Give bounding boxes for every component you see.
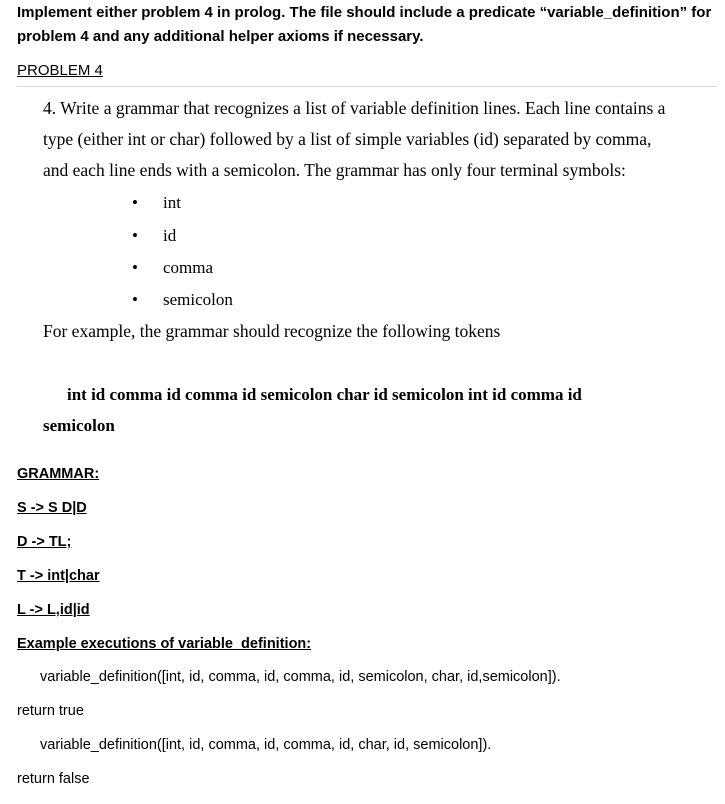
grammar-rule: S -> S D|D — [17, 500, 87, 516]
example-intro: For example, the grammar should recognize the following tokens — [43, 321, 501, 341]
problem-text-line-2: type (either int or char) followed by a list of simple variables (id) separated by comma, — [43, 129, 652, 149]
tokens-line-1: int id comma id comma id semicolon char id semicolon int id comma id — [67, 385, 582, 404]
example-result-1: return true — [17, 703, 84, 719]
bullet-icon: • — [132, 290, 138, 309]
bullet-icon: • — [132, 258, 138, 277]
example-call-2: variable_definition([int, id, comma, id, comma, id, char, id, semicolon]). — [40, 737, 492, 753]
terminal-item: comma — [163, 258, 214, 277]
intro-line-1: Implement either problem 4 in prolog. The file should include a predicate “variable_definition” for — [17, 4, 712, 21]
terminal-item: semicolon — [163, 290, 233, 309]
grammar-heading: GRAMMAR: — [17, 466, 100, 482]
examples-heading: Example executions of variable_definition: — [17, 636, 312, 652]
bullet-icon: • — [132, 193, 138, 212]
bullet-icon: • — [132, 226, 138, 245]
problem-text-line-3: and each line ends with a semicolon. The grammar has only four terminal symbols: — [43, 160, 626, 180]
terminal-item: int — [163, 193, 181, 212]
terminal-item: id — [163, 226, 177, 245]
grammar-rule: D -> TL; — [17, 534, 72, 550]
grammar-rule: T -> int|char — [17, 568, 100, 584]
example-call-1: variable_definition([int, id, comma, id, comma, id, semicolon, char, id,semicolon]). — [40, 669, 561, 685]
tokens-line-2: semicolon — [43, 416, 115, 435]
problem-heading: PROBLEM 4 — [17, 62, 103, 79]
problem-text-line-1: 4. Write a grammar that recognizes a list of variable definition lines. Each line contains a — [43, 98, 666, 118]
grammar-rule: L -> L,id|id — [17, 602, 90, 618]
intro-line-2: problem 4 and any additional helper axioms if necessary. — [17, 28, 424, 45]
example-result-2: return false — [17, 771, 90, 787]
